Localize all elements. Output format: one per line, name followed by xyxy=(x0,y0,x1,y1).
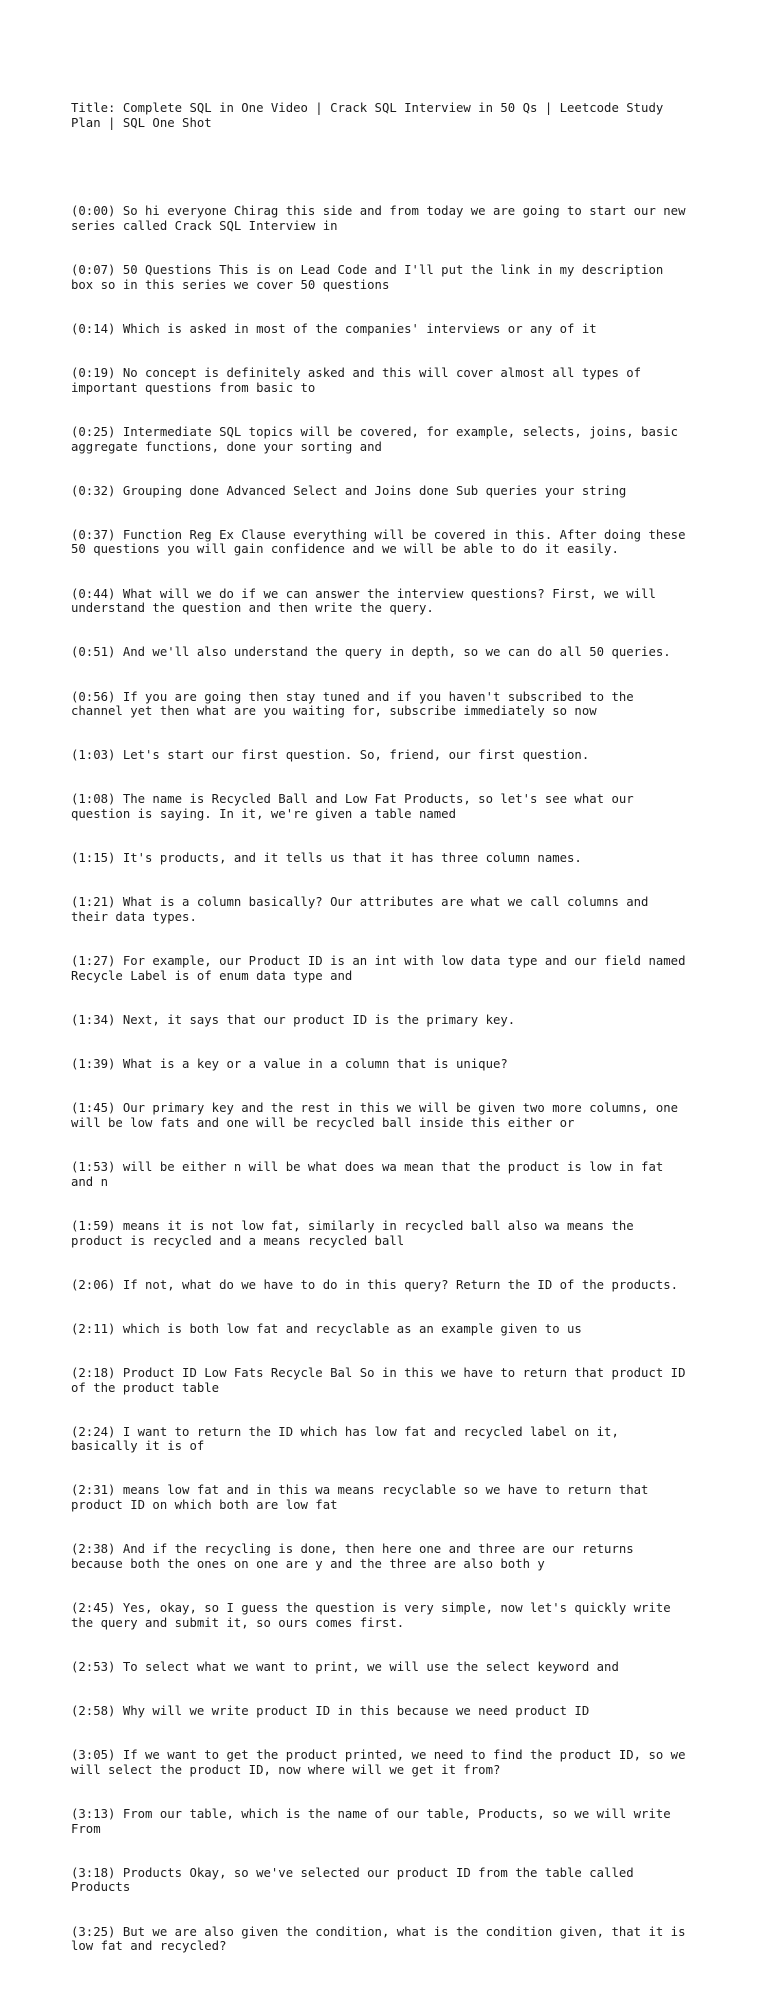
transcript-line: (2:11) which is both low fat and recyclable as an example given to us xyxy=(71,1321,582,1336)
transcript-line: (1:15) It's products, and it tells us that it has three column names. xyxy=(71,851,582,866)
transcript-line: (1:21) What is a column basically? Our attributes are what we call columns and their data types. xyxy=(71,895,649,925)
transcript-line: (2:06) If not, what do we have to do in this query? Return the ID of the products. xyxy=(71,1277,679,1292)
transcript-line: (1:39) What is a key or a value in a column that is unique? xyxy=(71,1057,508,1072)
transcript-line: (0:51) And we'll also understand the query in depth, so we can do all 50 queries. xyxy=(71,645,671,660)
transcript-line: (1:03) Let's start our first question. So, friend, our first question. xyxy=(71,748,590,763)
transcript-line: (1:59) means it is not low fat, similarly in recycled ball also wa means the product is recycled and a means recycled ball xyxy=(71,1218,634,1248)
transcript-line: (0:07) 50 Questions This is on Lead Code and I'll put the link in my description box so in this series we cover 50 questions xyxy=(71,263,664,292)
document-title: Title: Complete SQL in One Video | Crack SQL Interview in 50 Qs | Leetcode Study Plan | SQL One Shot xyxy=(71,101,664,131)
transcript-line: (1:27) For example, our Product ID is an int with low data type and our field named Recycle Label is of enum data type and xyxy=(71,954,686,983)
transcript-line: (0:44) What will we do if we can answer the interview questions? First, we will understand the question and then write the query. xyxy=(71,586,656,616)
transcript-line: (0:32) Grouping done Advanced Select and Joins done Sub queries your string xyxy=(71,483,627,498)
transcript-line: (2:18) Product ID Low Fats Recycle Bal So in this we have to return that product ID of the product table xyxy=(71,1365,686,1395)
transcript-line: (0:25) Intermediate SQL topics will be covered, for example, selects, joins, basic aggregate functions, done your sorting and xyxy=(71,424,679,454)
transcript-line: (1:45) Our primary key and the rest in this we will be given two more columns, one will be low fats and one will be recycled ball inside this either or xyxy=(71,1101,679,1130)
transcript-line: (2:58) Why will we write product ID in this because we need product ID xyxy=(71,1704,590,1719)
transcript-line: (2:24) I want to return the ID which has low fat and recycled label on it, basically it is of xyxy=(71,1424,619,1454)
transcript-line: (2:31) means low fat and in this wa means recyclable so we have to return that product ID on which both are low fat xyxy=(71,1483,649,1513)
transcript-line: (2:38) And if the recycling is done, then here one and three are our returns because both the ones on one are y and the three are also both y xyxy=(71,1542,634,1571)
transcript-line: (1:34) Next, it says that our product ID is the primary key. xyxy=(71,1012,516,1027)
transcript-line: (2:45) Yes, okay, so I guess the question is very simple, now let's quickly write the query and submit it, so ours comes first. xyxy=(71,1601,671,1630)
transcript-line: (1:08) The name is Recycled Ball and Low Fat Products, so let's see what our question is saying. In it, we're given a table named xyxy=(71,792,634,822)
transcript-line: (3:13) From our table, which is the name of our table, Products, so we will write From xyxy=(71,1806,671,1836)
transcript-line: (0:37) Function Reg Ex Clause everything will be covered in this. After doing these 50 questions you will gain confidence and we will be able to do it easily. xyxy=(71,527,686,557)
transcript-line: (3:18) Products Okay, so we've selected our product ID from the table called Products xyxy=(71,1865,634,1895)
transcript-line: (2:53) To select what we want to print, we will use the select keyword and xyxy=(71,1659,619,1674)
transcript-line: (0:56) If you are going then stay tuned and if you haven't subscribed to the channel yet then what are you waiting for, subscribe immediately so now xyxy=(71,689,634,719)
transcript-line: (0:19) No concept is definitely asked and this will cover almost all types of important questions from basic to xyxy=(71,366,642,395)
transcript-body xyxy=(71,72,711,2013)
transcript-line: (0:14) Which is asked in most of the companies' interviews or any of it xyxy=(71,321,597,336)
transcript-segments xyxy=(71,175,711,1983)
transcript-line: (3:05) If we want to get the product printed, we need to find the product ID, so we will select the product ID, now where will we get it from? xyxy=(71,1748,686,1777)
transcript-line: (1:53) will be either n will be what does wa mean that the product is low in fat and n xyxy=(71,1160,664,1189)
transcript-line: (3:25) But we are also given the condition, what is the condition given, that it is low fat and recycled? xyxy=(71,1924,686,1954)
transcript-line: (0:00) So hi everyone Chirag this side and from today we are going to start our new series called Crack SQL Interview in xyxy=(71,204,686,234)
